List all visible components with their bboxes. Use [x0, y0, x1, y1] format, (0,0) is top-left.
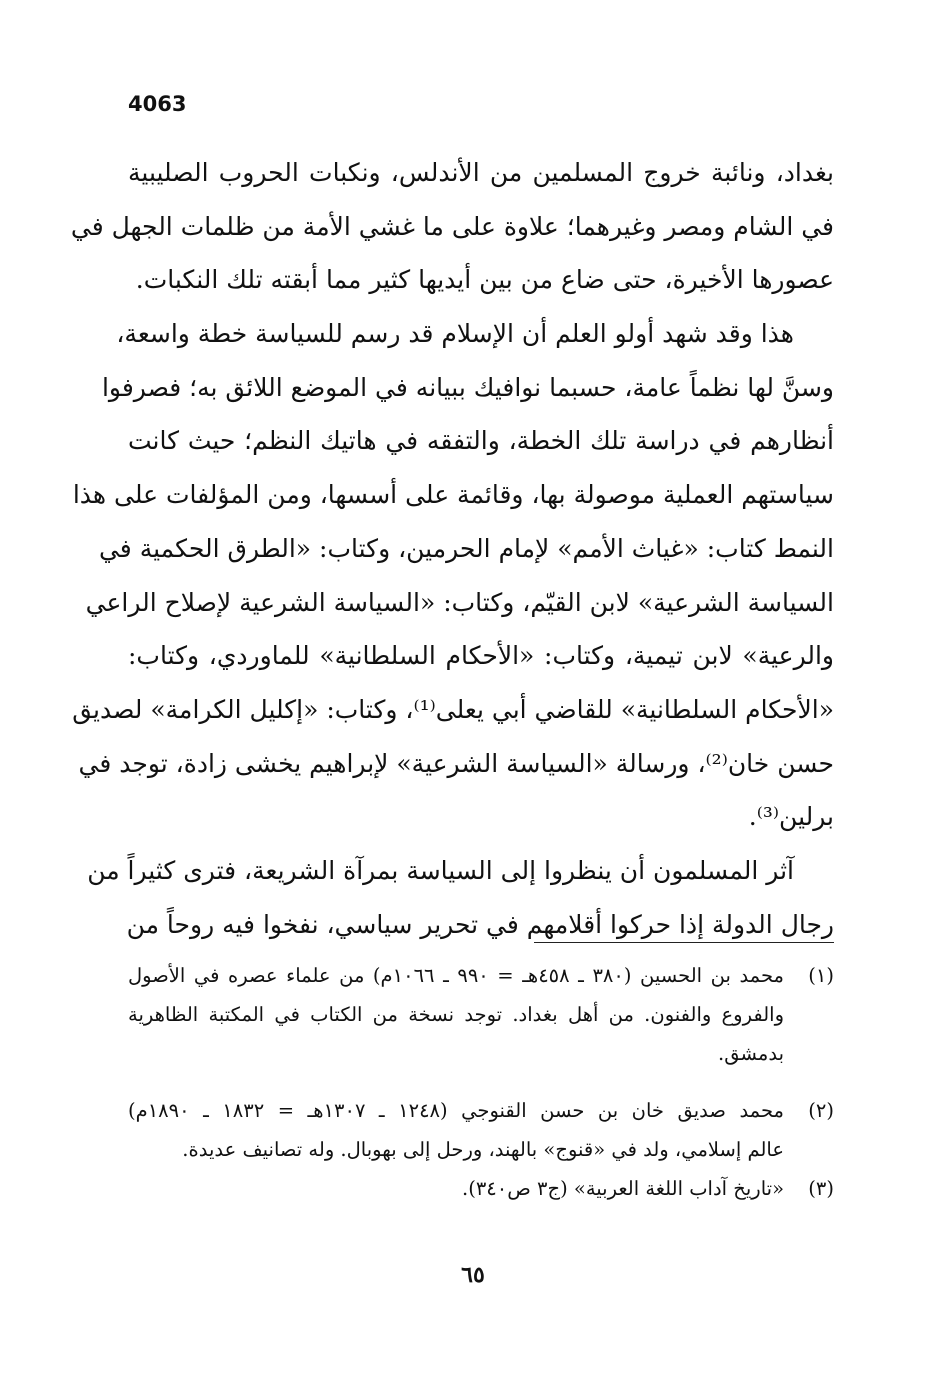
body-line: برلين⁽³⁾. — [748, 802, 834, 832]
footnote-1 — [128, 956, 834, 1073]
body-line: بغداد، ونائبة خروج المسلمين من الأندلس، ونكبات الحروب الصليبية — [128, 158, 834, 187]
page-number: ٦٥ — [461, 1262, 485, 1288]
footnotes — [128, 956, 834, 1208]
footnote-3 — [128, 1169, 834, 1208]
body-line: النمط كتاب: «غياث الأمم» لإمام الحرمين، وكتاب: «الطرق الحكمية في — [98, 533, 834, 563]
body-line: حسن خان⁽²⁾، ورسالة «السياسة الشرعية» لإبراهيم يخشى زادة، توجد في — [78, 748, 834, 778]
body-line: آثر المسلمون أن ينظروا إلى السياسة بمرآة الشريعة، فترى كثيراً من — [87, 855, 794, 885]
body-line: وسنَّ لها نظماً عامة، حسبما نوافيك ببيانه في الموضع اللائق به؛ فصرفوا — [101, 372, 834, 402]
footnote-text: بدمشق. — [718, 1042, 784, 1065]
footnote-number: (٢) — [808, 1099, 834, 1122]
body-line: أنظارهم في دراسة تلك الخطة، والتفقه في هاتيك النظم؛ حيث كانت — [128, 426, 834, 456]
body-text — [70, 146, 834, 951]
footnote-text: محمد صديق خان بن حسن القنوجي (١٢٤٨ ـ ١٣٠٧هـ = ١٨٣٢ ـ ١٨٩٠م) — [128, 1099, 784, 1122]
body-line: السياسة الشرعية» لابن القيّم، وكتاب: «السياسة الشرعية لإصلاح الراعي — [85, 587, 834, 617]
scan-page-id: 4063 — [128, 92, 187, 116]
body-line: والرعية» لابن تيمية، وكتاب: «الأحكام السلطانية» للماوردي، وكتاب: — [128, 641, 834, 671]
footnote-2 — [128, 1091, 834, 1169]
footnote-text: «تاريخ آداب اللغة العربية» (ج٣ ص٣٤٠). — [462, 1177, 784, 1200]
footnote-text: والفروع والفنون. من أهل بغداد. توجد نسخة من الكتاب في المكتبة الظاهرية — [128, 1003, 784, 1026]
footnote-number: (١) — [808, 964, 834, 987]
body-line: هذا وقد شهد أولو العلم أن الإسلام قد رسم للسياسة خطة واسعة، — [116, 319, 794, 349]
footnote-number: (٣) — [808, 1177, 834, 1200]
body-line: سياستهم العملية موصولة بها، وقائمة على أسسها، ومن المؤلفات على هذا — [72, 480, 834, 510]
body-line: في الشام ومصر وغيرهما؛ علاوة على ما غشي الأمة من ظلمات الجهل في — [70, 211, 834, 241]
body-line: عصورها الأخيرة، حتى ضاع من بين أيديها كثير مما أبقته تلك النكبات. — [135, 265, 834, 295]
footnote-text: محمد بن الحسين (٣٨٠ ـ ٤٥٨هـ = ٩٩٠ ـ ١٠٦٦م) من علماء عصره في الأصول — [128, 964, 784, 987]
body-line: رجال الدولة إذا حركوا أقلامهم في تحرير سياسي، نفخوا فيه روحاً من — [126, 909, 834, 939]
body-line: «الأحكام السلطانية» للقاضي أبي يعلى⁽¹⁾، وكتاب: «إكليل الكرامة» لصديق — [72, 694, 834, 724]
footnote-divider — [534, 942, 834, 943]
footnote-text: عالم إسلامي، ولد في «قنوج» بالهند، ورحل إلى بهوبال. وله تصانيف عديدة. — [182, 1138, 784, 1161]
